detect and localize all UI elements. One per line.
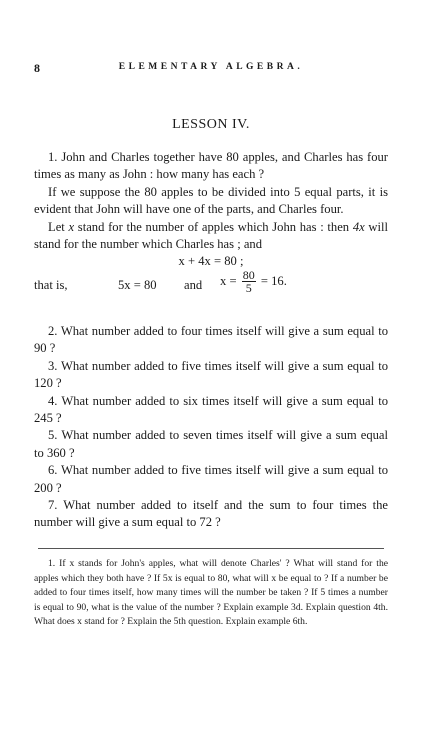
- fraction: [242, 269, 256, 294]
- problem-number: 3.: [48, 358, 58, 373]
- fraction-denominator: 5: [245, 280, 252, 295]
- problem-text: What number added to seven times itself will give a sum equal to 360 ?: [34, 428, 389, 460]
- problem-text: What number added to five times itself will give a sum equal to 200 ?: [34, 463, 388, 495]
- problem-item: [34, 462, 388, 497]
- footnote: [34, 557, 388, 630]
- problem-item: [34, 427, 388, 462]
- setup-text-b: stand for the number of apples which John has : then: [77, 219, 350, 234]
- problem-text: What number added to five times itself will give a sum equal to 120 ?: [34, 358, 388, 391]
- problem-item: [34, 323, 388, 358]
- footnote-text: If x stands for John's apples, what will denote Charles' ? What will stand for the apples which they both have ? If 5x is equal to 80, what will x be equal to ? If a number be added to four times itself, how many times will the number be taken ? If 5 times a number is equal to 90, what is the value of the number ? Explain example 3d. Explain question 4th. What does x stand for ? Explain the 5th question. Explain example 6th.: [34, 558, 389, 627]
- equation-2b: [220, 269, 287, 294]
- problem-1-text: John and Charles together have 80 apples, and Charles has four times as many as John : how many has each ?: [34, 150, 389, 182]
- problem-item: [34, 358, 388, 393]
- running-title: ELEMENTARY ALGEBRA.: [118, 62, 304, 72]
- problem-number: 1.: [48, 150, 62, 164]
- problem-1-explanation: If we suppose the 80 apples to be divided into 5 equal parts, it is evident that John will have one of the parts, and Charles four.: [34, 184, 388, 217]
- and-word: and: [184, 277, 203, 292]
- equation-2-line: [34, 267, 388, 297]
- problem-1: [34, 149, 388, 297]
- that-is-label: that is,: [34, 277, 68, 292]
- setup-text-a: Let: [48, 219, 65, 234]
- footnote-number: 1.: [48, 558, 56, 569]
- problem-item: [34, 497, 388, 532]
- problem-1-question: [34, 149, 388, 184]
- lesson-title: LESSON IV.: [172, 117, 250, 132]
- equation-2b-lhs: x =: [220, 273, 237, 288]
- equation-2b-rhs: = 16.: [260, 273, 287, 288]
- problem-number: 6.: [48, 463, 58, 478]
- equation-2a: 5x = 80: [118, 277, 157, 292]
- problem-number: 4.: [48, 393, 58, 408]
- problem-number: 5.: [48, 428, 58, 443]
- running-head: [34, 61, 388, 75]
- setup-text-c: will stand for the number which Charles has ; and: [34, 219, 388, 252]
- variable-x: x: [68, 219, 75, 234]
- footnote-paragraph: [34, 557, 388, 630]
- page-number: 8: [34, 61, 40, 75]
- problem-number: 7.: [48, 498, 58, 513]
- equation-1: x + 4x = 80 ;: [178, 254, 244, 269]
- problem-item: [34, 393, 388, 428]
- footnote-divider: [38, 548, 384, 549]
- fraction-numerator: 80: [242, 267, 255, 282]
- variable-4x: 4x: [352, 219, 365, 234]
- problem-number: 2.: [48, 324, 58, 338]
- problem-text: What number added to itself and the sum to four times the number will give a sum equal to 72 ?: [34, 498, 389, 530]
- problem-text: What number added to six times itself will give a sum equal to 245 ?: [34, 393, 388, 426]
- problem-1-setup: [34, 219, 388, 254]
- problem-text: What number added to four times itself will give a sum equal to 90 ?: [34, 324, 388, 356]
- problem-list: [34, 323, 388, 532]
